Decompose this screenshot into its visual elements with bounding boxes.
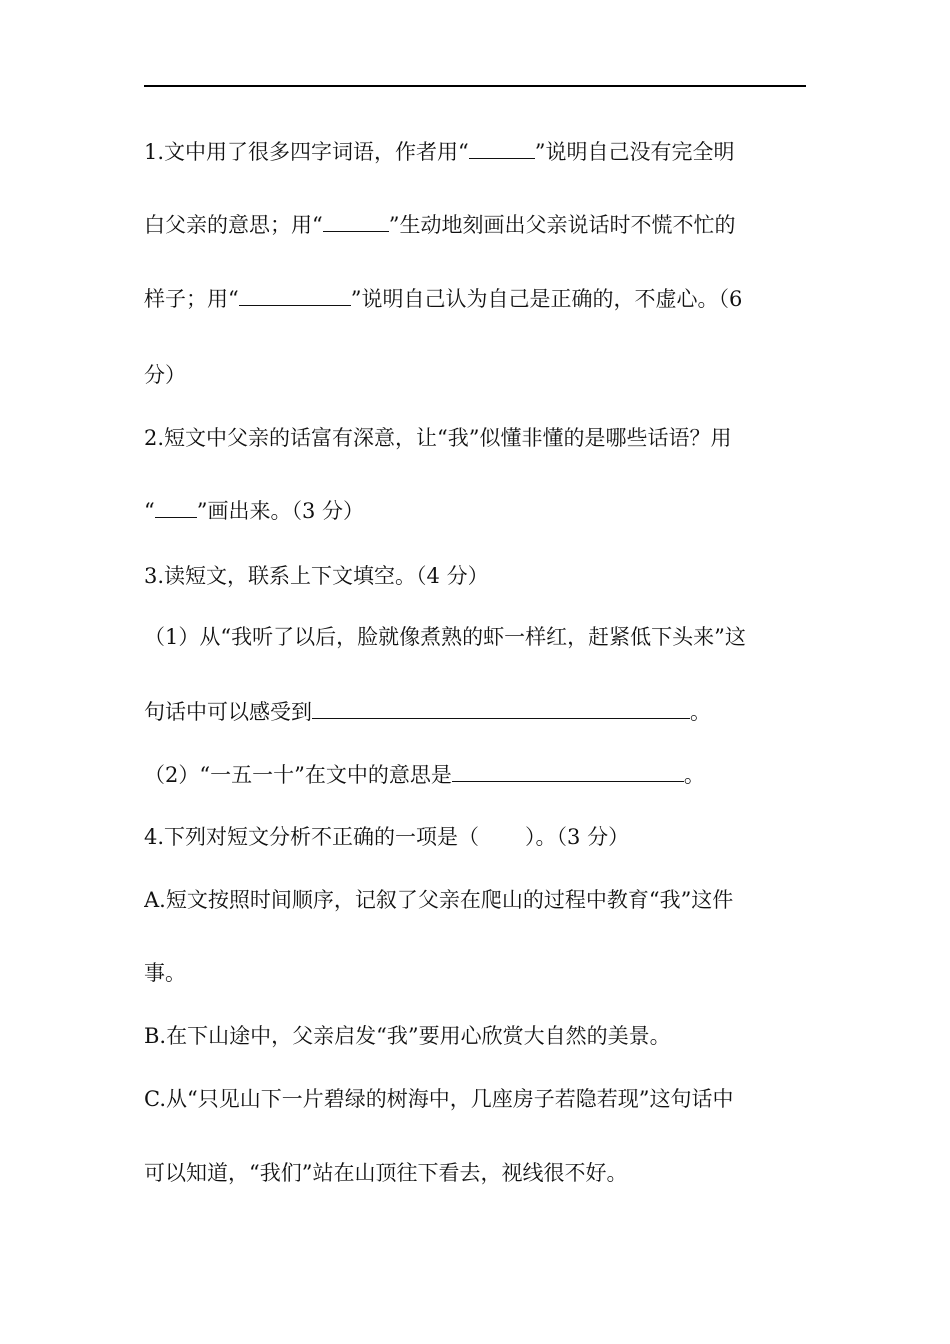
q3-sub1-text-b: 。 (690, 700, 711, 724)
q4-stem-text-a: 4.下列对短文分析不正确的一项是（ (144, 825, 480, 849)
q2-line-2 (144, 496, 814, 526)
q4-option-b: B.在下山途中，父亲启发“我”要用心欣赏大自然的美景。 (144, 1024, 671, 1048)
q3-sub1-line-2 (144, 697, 814, 727)
header-rule (144, 85, 806, 87)
q2-text-b: ”画出来。（3 分） (196, 499, 365, 523)
q1-text-e: 样子；用“ (144, 287, 239, 311)
q3-sub1-line-1: （1）从“我听了以后，脸就像煮熟的虾一样红，赶紧低下头来”这 (144, 625, 746, 649)
q4-stem (144, 822, 814, 852)
q4-option-a-line-1: A.短文按照时间顺序，记叙了父亲在爬山的过程中教育“我”这件 (144, 888, 734, 912)
q1-line-4: 分） (144, 363, 186, 387)
q1-line-2 (144, 210, 814, 240)
q3-sub2-text-a: （2）“一五一十”在文中的意思是 (144, 763, 452, 787)
q4-stem-text-b: ）。（3 分） (525, 825, 630, 849)
q4-option-a-line-2: 事。 (144, 961, 186, 985)
q1-line-3 (144, 284, 814, 314)
q1-text-f: ”说明自己认为自己是正确的，不虚心。（6 (350, 287, 743, 311)
q1-blank-3[interactable] (239, 287, 351, 306)
q1-text-b: ”说明自己没有完全明 (534, 140, 735, 164)
q1-blank-1[interactable] (469, 140, 535, 159)
q4-option-c-line-2: 可以知道，“我们”站在山顶往下看去，视线很不好。 (144, 1161, 628, 1185)
q1-blank-2[interactable] (323, 213, 389, 232)
q3-sub1-blank[interactable] (312, 700, 690, 719)
q1-text-c: 白父亲的意思；用“ (144, 213, 323, 237)
q1-line-1 (144, 137, 814, 167)
q2-line-1: 2.短文中父亲的话富有深意，让“我”似懂非懂的是哪些话语？用 (144, 426, 732, 450)
q3-sub2-blank[interactable] (452, 763, 684, 782)
q4-option-c-line-1: C.从“只见山下一片碧绿的树海中，几座房子若隐若现”这句话中 (144, 1087, 734, 1111)
q3-line-1: 3.读短文，联系上下文填空。（4 分） (144, 564, 489, 588)
q1-text-d: ”生动地刻画出父亲说话时不慌不忙的 (388, 213, 736, 237)
q2-text-a: “ (144, 499, 155, 523)
q3-sub2-line (144, 760, 814, 790)
q2-blank[interactable] (155, 499, 197, 518)
q3-sub1-text-a: 句话中可以感受到 (144, 700, 312, 724)
q3-sub2-text-b: 。 (683, 763, 705, 787)
q1-text-a: 1.文中用了很多四字词语，作者用“ (144, 140, 469, 164)
